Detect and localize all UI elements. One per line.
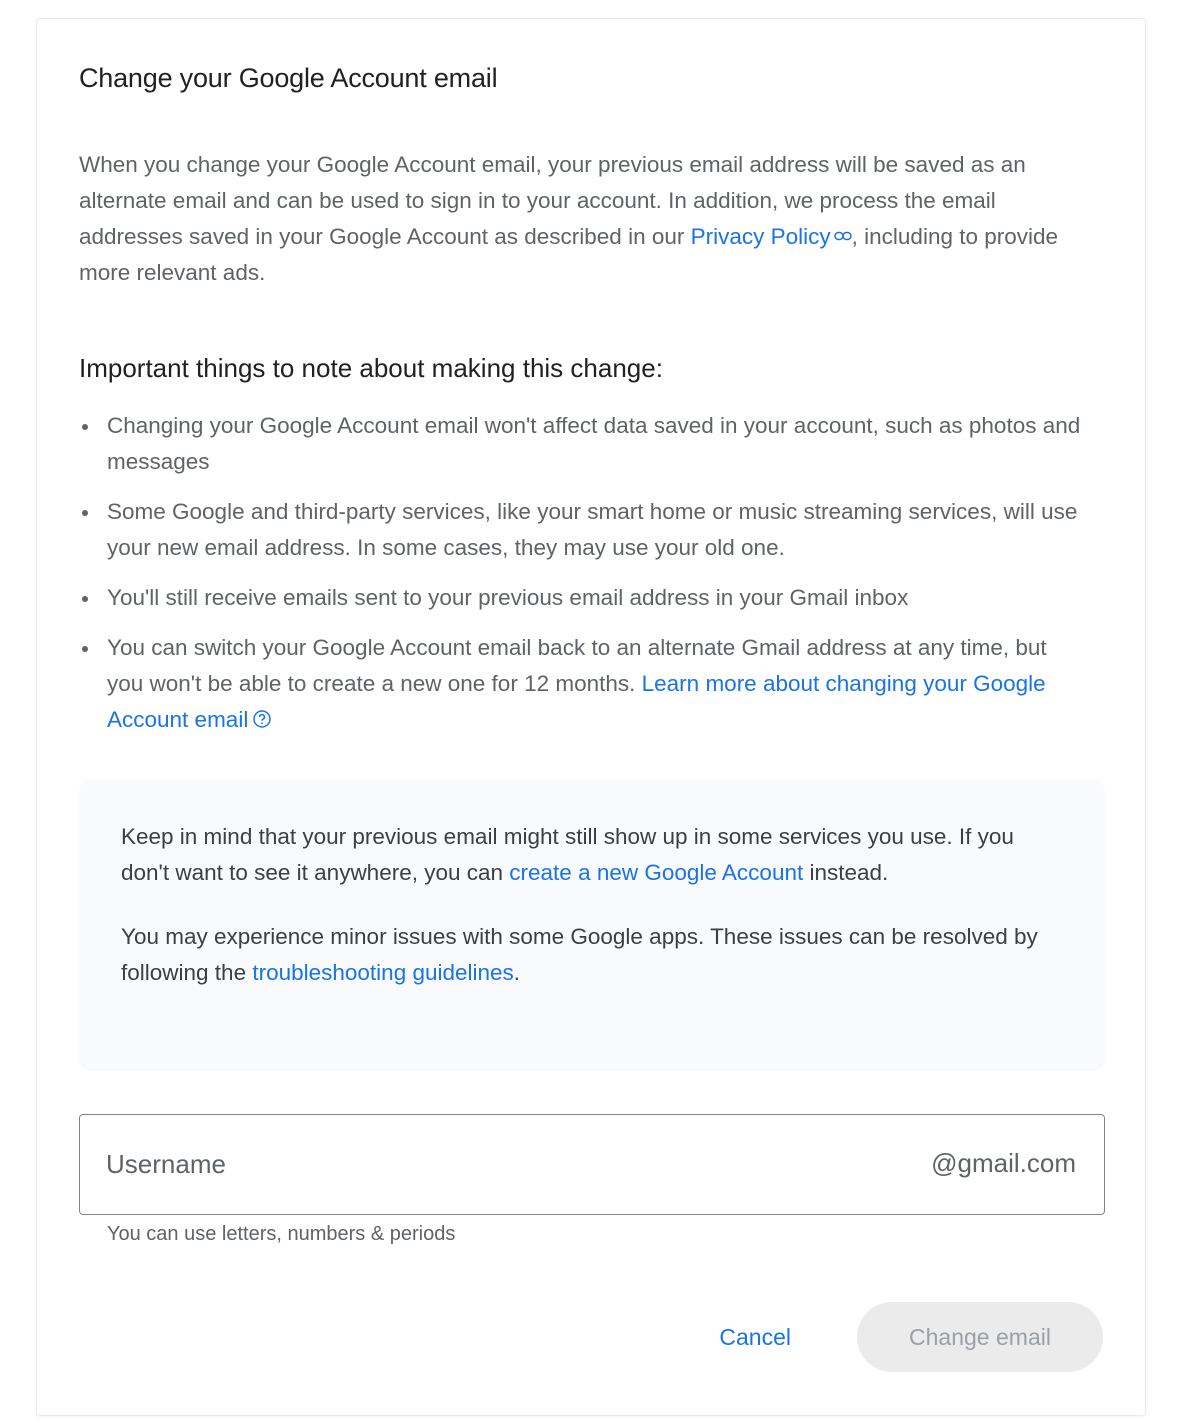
intro-text: When you change your Google Account email, your previous email address will be saved as an alternate email and can be used to sign in to your account. In addition, we process the email addresses saved in your Google Account as described in our bbox=[79, 152, 1026, 249]
notes-heading: Important things to note about making this change: bbox=[79, 353, 663, 383]
note-text: You'll still receive emails sent to your previous email address in your Gmail inbox bbox=[107, 585, 909, 610]
note-text: Changing your Google Account email won't affect data saved in your account, such as photos and messages bbox=[107, 413, 1081, 474]
privacy-policy-link-label: Privacy Policy bbox=[690, 224, 831, 249]
note-item bbox=[79, 580, 1089, 616]
cancel-button[interactable]: Cancel bbox=[683, 1302, 827, 1372]
change-email-dialog bbox=[36, 18, 1146, 1416]
info-text: instead. bbox=[803, 860, 889, 885]
note-text: You can switch your Google Account email back to an alternate Gmail address at any time, but you won't be able to create a new one for 12 months. bbox=[107, 635, 1047, 696]
note-text: Some Google and third-party services, like your smart home or music streaming services, will use your new email address. In some cases, they may use your old one. bbox=[107, 499, 1078, 560]
help-circle-icon bbox=[252, 709, 272, 729]
intro-text-end: , including to provide more relevant ads. bbox=[79, 224, 1059, 285]
bullet-icon bbox=[82, 510, 88, 516]
notes-list bbox=[79, 408, 1089, 752]
note-item bbox=[79, 630, 1089, 738]
privacy-policy-link[interactable] bbox=[691, 224, 852, 249]
learn-more-link-label: Learn more about changing your Google Account email bbox=[107, 671, 1046, 732]
bullet-icon bbox=[82, 646, 88, 652]
email-domain-suffix: @gmail.com bbox=[931, 1148, 1076, 1178]
info-paragraph-2 bbox=[121, 919, 1063, 991]
note-item bbox=[79, 494, 1089, 566]
dialog-actions bbox=[683, 1302, 1103, 1372]
username-hint: You can use letters, numbers & periods bbox=[107, 1223, 456, 1245]
info-text: Keep in mind that your previous email might still show up in some services you use. If you don't want to see it anywhere, you can bbox=[121, 824, 1014, 885]
intro-paragraph bbox=[79, 147, 1089, 291]
info-box bbox=[79, 779, 1105, 1071]
info-text: . bbox=[513, 960, 521, 985]
troubleshooting-link[interactable]: troubleshooting guidelines bbox=[252, 960, 514, 985]
bullet-icon bbox=[82, 424, 88, 430]
dialog-title: Change your Google Account email bbox=[79, 63, 498, 93]
create-account-link[interactable]: create a new Google Account bbox=[509, 860, 804, 885]
note-item bbox=[79, 408, 1089, 480]
bullet-icon bbox=[82, 596, 88, 602]
username-input[interactable] bbox=[106, 1115, 886, 1213]
username-field[interactable] bbox=[79, 1114, 1105, 1215]
external-link-icon bbox=[834, 231, 852, 241]
info-paragraph-1 bbox=[121, 819, 1063, 891]
change-email-button[interactable]: Change email bbox=[857, 1302, 1103, 1372]
info-text: You may experience minor issues with some Google apps. These issues can be resolved by following the bbox=[121, 924, 1038, 985]
